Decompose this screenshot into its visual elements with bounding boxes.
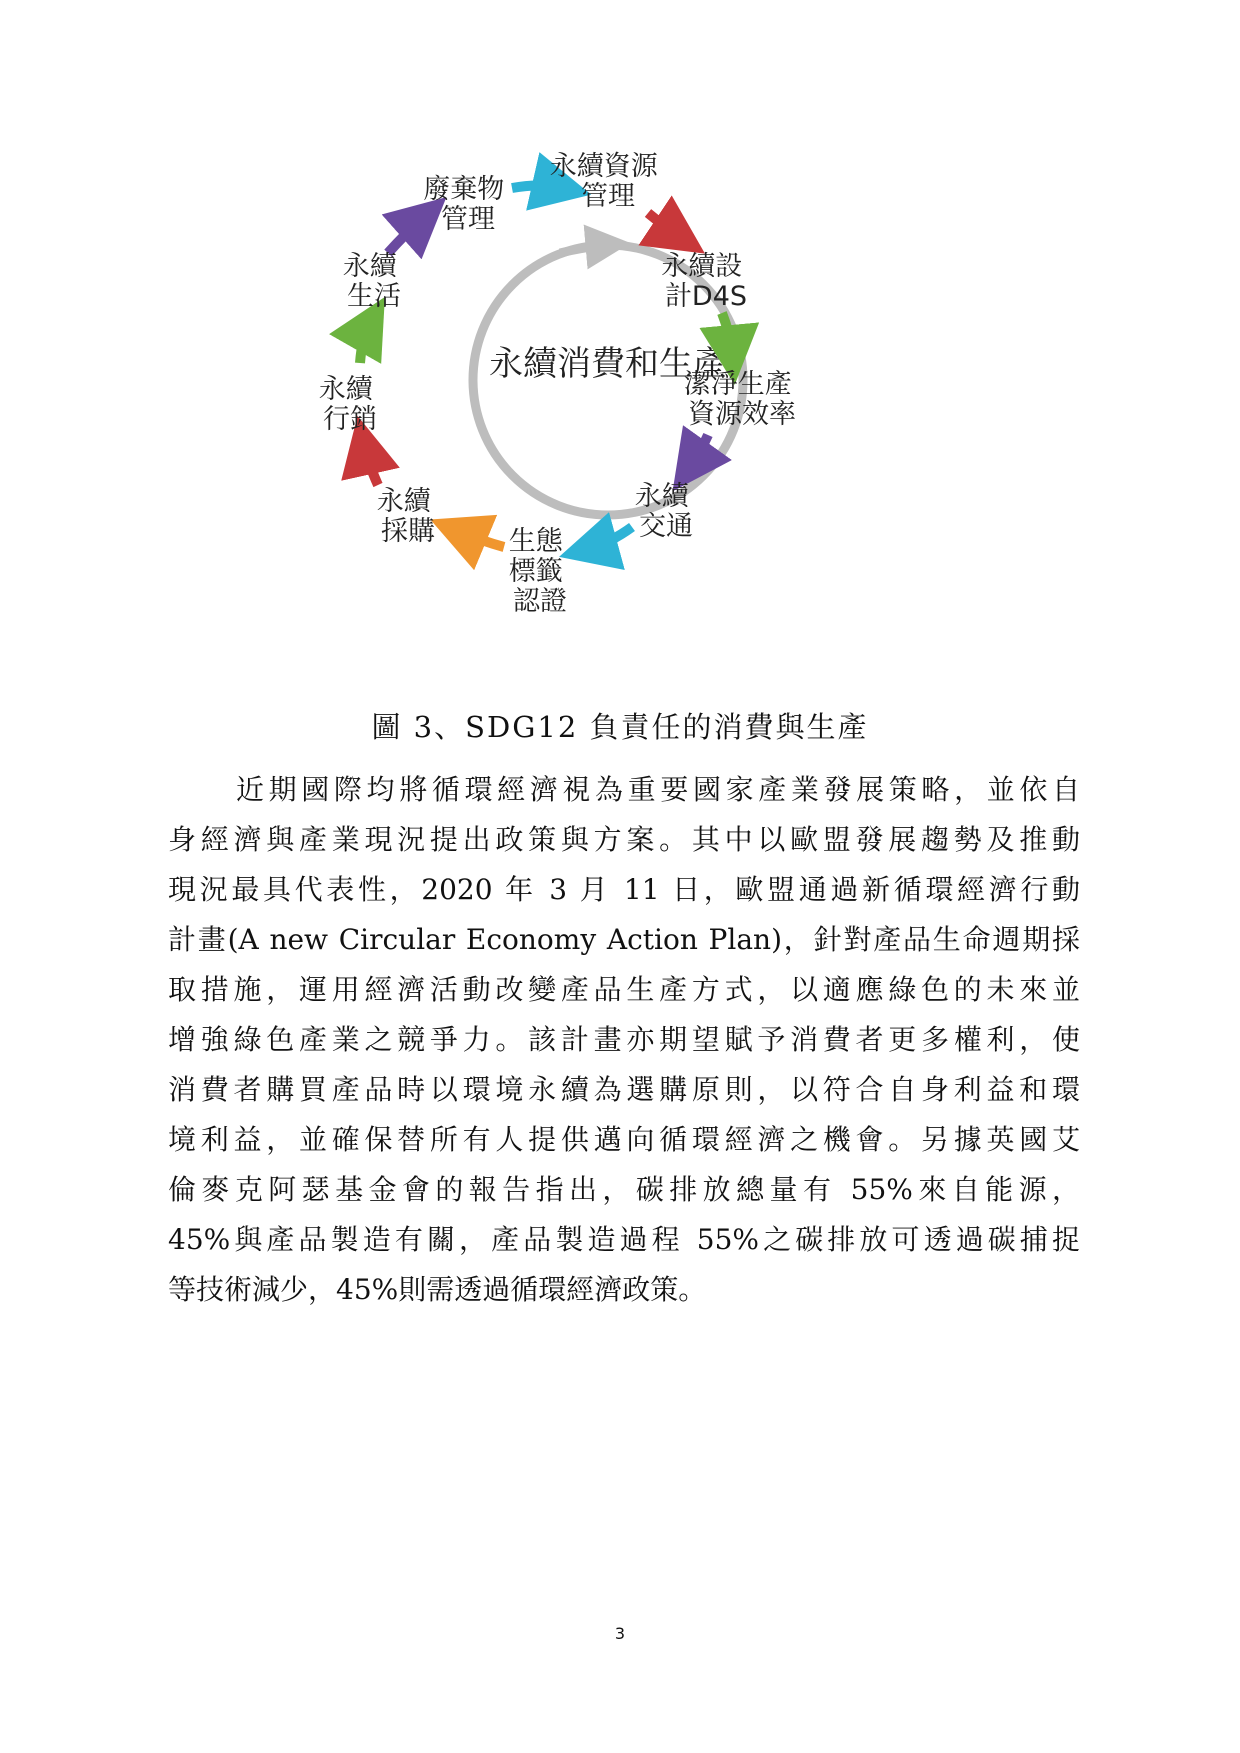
node-sustainable-resource-management: 永續資源 管理 [549,151,658,212]
sdg12-cycle-diagram [318,151,920,695]
arrow-resource-to-design [648,213,680,237]
page-number: 3 [614,1624,626,1643]
paragraph-line: 身經濟與產業現況提出政策與方案。其中以歐盟發展趨勢及推動 [168,823,1080,856]
node-sustainable-design: 永續設 計D4S [661,251,748,312]
center-ring-arrow [560,245,608,253]
arrow-procure-to-marketing [364,445,378,485]
node-sustainable-procurement: 永續 採購 [376,486,435,547]
arrow-living-to-waste [388,217,424,253]
paragraph-line: 倫麥克阿瑟基金會的報告指出，碳排放總量有 55%來自能源， [168,1173,1080,1206]
node-sustainable-living: 永續 生活 [342,251,401,312]
node-clean-production: 潔淨生產 資源效率 [683,369,796,430]
paragraph-line: 增強綠色產業之競爭力。該計畫亦期望賦予消費者更多權利，使 [168,1023,1080,1056]
paragraph-line: 45%與產品製造有關，產品製造過程 55%之碳排放可透過碳捕捉 [168,1223,1080,1256]
arrow-clean-to-transport [690,435,708,467]
paragraph-line: 近期國際均將循環經濟視為重要國家產業發展策略，並依自 [236,773,1080,806]
arrow-label-to-procure [458,531,504,547]
paragraph-line: 消費者購買產品時以環境永續為選購原則，以符合自身利益和環 [168,1073,1080,1106]
body-paragraph [168,765,1080,1315]
arrow-marketing-to-living [360,323,370,363]
center-label: 永續消費和生產 [489,344,727,384]
node-sustainable-transport: 永續 交通 [634,481,693,542]
node-eco-label: 生態 標籤 認證 [508,526,567,617]
figure-caption: 圖 3、SDG12 負責任的消費與生產 [371,710,869,744]
paragraph-line: 現況最具代表性，2020 年 3 月 11 日，歐盟通過新循環經濟行動 [168,873,1080,906]
paragraph-line: 取措施，運用經濟活動改變產品生產方式，以適應綠色的未來並 [168,973,1080,1006]
paragraph-line: 計畫(A new Circular Economy Action Plan)，針對產品生命週期採 [168,923,1080,956]
node-sustainable-marketing: 永續 行銷 [318,374,377,435]
paragraph-line: 等技術減少，45%則需透過循環經濟政策。 [168,1273,707,1306]
paragraph-line: 境利益，並確保替所有人提供邁向循環經濟之機會。另據英國艾 [168,1123,1080,1156]
arrow-transport-to-label [588,527,632,549]
arrow-waste-to-resource [512,186,562,189]
node-waste-management: 廢棄物 管理 [423,174,505,235]
